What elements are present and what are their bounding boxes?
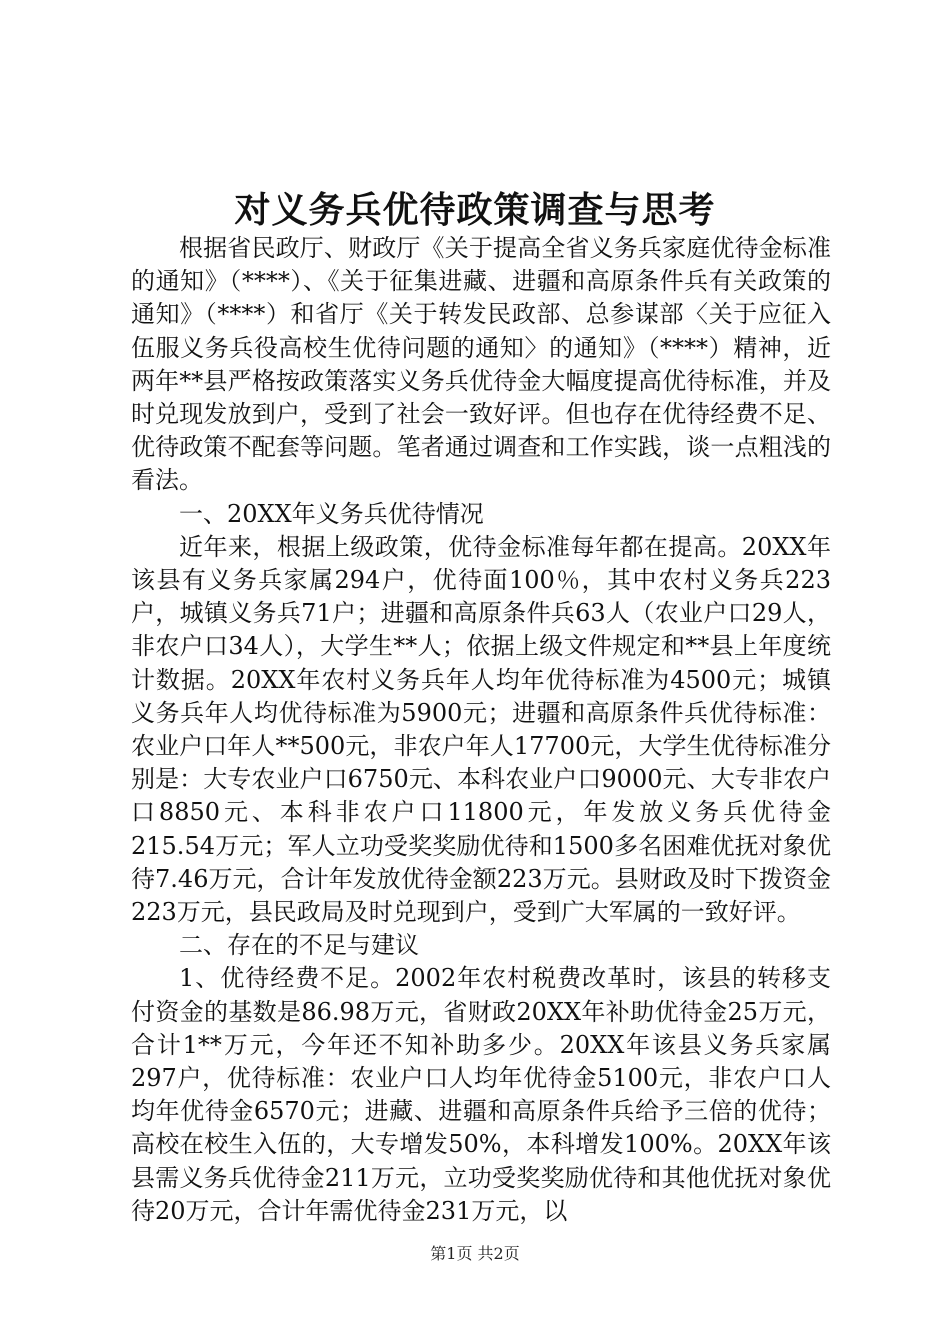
page-footer: 第1页 共2页 bbox=[430, 1244, 520, 1263]
paragraph-section-2-item-1: 1、优待经费不足。2002年农村税费改革时，该县的转移支付资金的基数是86.98万元，省财政20XX年补助优待金25万元，合计1**万元，今年还不知补助多少。20XX年该县义务兵家属297户，优待标准：农业户口人均年优待金5100元，非农户口人均年优待金6570元；进藏、进疆和高原条件兵给予三倍的优待；高校在校生入伍的，大专增发50%，本科增发100%。20XX年该县需义务兵优待金211万元，立功受奖奖励优待和其他优抚对象优待20万元，合计年需优待金231万元，以 bbox=[131, 964, 831, 1225]
document-body bbox=[131, 232, 831, 1228]
section-heading-2: 二、存在的不足与建议 bbox=[179, 931, 419, 960]
paragraph-intro: 根据省民政厅、财政厅《关于提高全省义务兵家庭优待金标准的通知》（****）、《关于征集进藏、进疆和高原条件兵有关政策的通知》（****）和省厅《关于转发民政部、总参谋部〈关于应征入伍服义务兵役高校生优待问题的通知〉的通知》（****）精神，近两年**县严格按政策落实义务兵优待金大幅度提高优待标准，并及时兑现发放到户，受到了社会一致好评。但也存在优待经费不足、优待政策不配套等问题。笔者通过调查和工作实践，谈一点粗浅的看法。 bbox=[131, 234, 831, 495]
paragraph-section-1: 近年来，根据上级政策，优待金标准每年都在提高。20XX年该县有义务兵家属294户，优待面100％，其中农村义务兵223户，城镇义务兵71户；进疆和高原条件兵63人（农业户口29人，非农户口34人），大学生**人；依据上级文件规定和**县上年度统计数据。20XX年农村义务兵年人均年优待标准为4500元；城镇义务兵年人均优待标准为5900元；进疆和高原条件兵优待标准：农业户口年人**500元，非农户年人17700元，大学生优待标准分别是：大专农业户口6750元、本科农业户口9000元、大专非农户口8850元、本科非农户口11800元，年发放义务兵优待金215.54万元；军人立功受奖奖励优待和1500多名困难优抚对象优待7.46万元，合计年发放优待金额223万元。县财政及时下拨资金223万元，县民政局及时兑现到户，受到广大军属的一致好评。 bbox=[131, 532, 831, 927]
section-heading-1: 一、20XX年义务兵优待情况 bbox=[179, 499, 484, 528]
document-title: 对义务兵优待政策调查与思考 bbox=[234, 189, 716, 231]
